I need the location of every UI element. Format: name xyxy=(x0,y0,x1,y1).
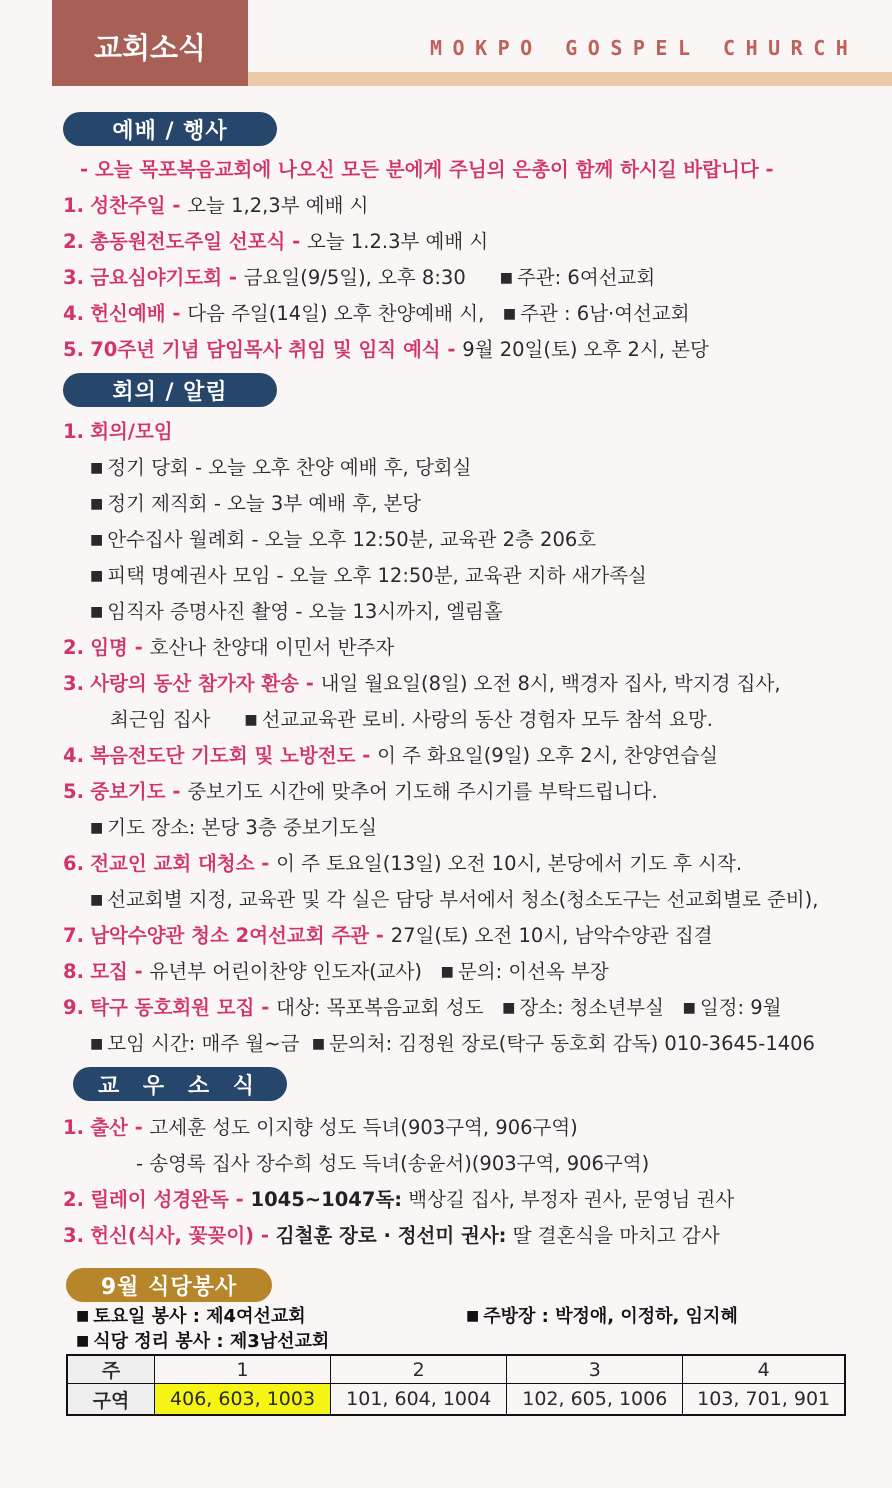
meeting-item-6-note: ■ 선교회별 지정, 교육관 및 각 실은 담당 부서에서 청소(청소도구는 선교회별로 준비), xyxy=(90,888,819,911)
meeting-item-8: 8. 모집 - 유년부 어린이찬양 인도자(교사) ■ 문의: 이선옥 부장 xyxy=(63,960,609,983)
meeting-item-5-note: ■ 기도 장소: 본당 3층 중보기도실 xyxy=(90,816,378,839)
bullet-icon: ■ xyxy=(76,1333,90,1349)
meeting-item-1: 1. 회의/모임 xyxy=(63,420,173,443)
greeting-line: - 오늘 목포복음교회에 나오신 모든 분에게 주님의 은총이 함께 하시길 바랍니다 - xyxy=(80,158,774,181)
week-cell: 2 xyxy=(331,1355,507,1384)
area-cell: 101, 604, 1004 xyxy=(331,1384,507,1416)
bullet-icon: ■ xyxy=(466,1308,480,1324)
bullet-icon: ■ xyxy=(90,496,104,512)
church-name: MOKPO GOSPEL CHURCH xyxy=(430,36,859,60)
meeting-item-2: 2. 임명 - 호산나 찬양대 이민서 반주자 xyxy=(63,636,395,659)
week-cell: 3 xyxy=(507,1355,683,1384)
table-header-week: 주 xyxy=(67,1355,155,1384)
meeting-subitem: ■ 정기 당회 - 오늘 오후 찬양 예배 후, 당회실 xyxy=(90,456,472,479)
meeting-item-5: 5. 중보기도 - 중보기도 시간에 맞추어 기도해 주시기를 부탁드립니다. xyxy=(63,780,658,803)
meeting-subitem: ■ 안수집사 월례회 - 오늘 오후 12:50분, 교육관 2층 206호 xyxy=(90,528,597,551)
table-header-area: 구역 xyxy=(67,1384,155,1416)
bullet-icon: ■ xyxy=(90,532,104,548)
bullet-icon: ■ xyxy=(90,460,104,476)
dining-schedule-table xyxy=(66,1354,846,1416)
week-cell: 4 xyxy=(683,1355,845,1384)
meeting-item-4: 4. 복음전도단 기도회 및 노방전도 - 이 주 화요일(9일) 오후 2시, 찬양연습실 xyxy=(63,744,719,767)
bullet-icon: ■ xyxy=(244,712,258,728)
members-item-1-cont: - 송영록 집사 장수희 성도 득녀(송윤서)(903구역, 906구역) xyxy=(136,1152,650,1175)
section-heading-dining: 9월 식당봉사 xyxy=(66,1268,272,1302)
worship-item-2: 2. 총동원전도주일 선포식 - 오늘 1.2.3부 예배 시 xyxy=(63,230,489,253)
bullet-icon: ■ xyxy=(90,568,104,584)
meeting-subitem: ■ 피택 명예권사 모임 - 오늘 오후 12:50분, 교육관 지하 새가족실 xyxy=(90,564,647,587)
area-cell: 103, 701, 901 xyxy=(683,1384,845,1416)
bullet-icon: ■ xyxy=(90,820,104,836)
meeting-item-3: 3. 사랑의 동산 참가자 환송 - 내일 월요일(8일) 오전 8시, 백경자 집사, 박지경 집사, xyxy=(63,672,781,695)
meeting-subitem: ■ 임직자 증명사진 촬영 - 오늘 13시까지, 엘림홀 xyxy=(90,600,503,623)
members-item-3: 3. 헌신(식사, 꽃꽂이) - 김철훈 장로 · 정선미 권사: 딸 결혼식을 마치고 감사 xyxy=(63,1224,720,1247)
worship-item-3: 3. 금요심야기도회 - 금요일(9/5일), 오후 8:30 ■ 주관: 6여선교회 xyxy=(63,266,656,289)
section-heading-members: 교 우 소 식 xyxy=(73,1067,287,1101)
page-title: 교회소식 xyxy=(52,0,248,86)
meeting-item-9: 9. 탁구 동호회원 모집 - 대상: 목포복음교회 성도 ■ 장소: 청소년부실 ■ 일정: 9월 xyxy=(63,996,782,1019)
bullet-icon: ■ xyxy=(90,1036,104,1052)
dining-saturday: ■ 토요일 봉사 : 제4여선교회 xyxy=(76,1306,306,1327)
bullet-icon: ■ xyxy=(76,1308,90,1324)
members-item-1: 1. 출산 - 고세훈 성도 이지향 성도 득녀(903구역, 906구역) xyxy=(63,1116,578,1139)
dining-cleanup: ■ 식당 정리 봉사 : 제3남선교회 xyxy=(76,1331,330,1352)
bullet-icon: ■ xyxy=(90,604,104,620)
week-cell: 1 xyxy=(155,1355,331,1384)
meeting-subitem: ■ 정기 제직회 - 오늘 3부 예배 후, 본당 xyxy=(90,492,422,515)
meeting-item-3-cont: 최근임 집사 ■ 선교교육관 로비. 사랑의 동산 경험자 모두 참석 요망. xyxy=(110,708,713,731)
meeting-item-7: 7. 남악수양관 청소 2여선교회 주관 - 27일(토) 오전 10시, 남악수양관 집결 xyxy=(63,924,713,947)
area-cell-highlighted: 406, 603, 1003 xyxy=(155,1384,331,1416)
bullet-icon: ■ xyxy=(311,1036,326,1052)
bullet-icon: ■ xyxy=(682,1000,696,1016)
meeting-item-6: 6. 전교인 교회 대청소 - 이 주 토요일(13일) 오전 10시, 본당에서 기도 후 시작. xyxy=(63,852,743,875)
bullet-icon: ■ xyxy=(90,892,104,908)
bullet-icon: ■ xyxy=(502,1000,516,1016)
table-row xyxy=(67,1384,845,1416)
table-row xyxy=(67,1355,845,1384)
section-heading-meeting: 회의 / 알림 xyxy=(63,373,277,407)
area-cell: 102, 605, 1006 xyxy=(507,1384,683,1416)
worship-item-1: 1. 성찬주일 - 오늘 1,2,3부 예배 시 xyxy=(63,194,369,217)
bullet-icon: ■ xyxy=(440,964,454,980)
worship-item-5: 5. 70주년 기념 담임목사 취임 및 임직 예식 - 9월 20일(토) 오후 2시, 본당 xyxy=(63,338,709,361)
section-heading-worship: 예배 / 행사 xyxy=(63,112,277,146)
dining-kitchen: ■ 주방장 : 박정애, 이정하, 임지혜 xyxy=(466,1306,738,1327)
bullet-icon: ■ xyxy=(499,270,513,286)
members-item-2: 2. 릴레이 성경완독 - 1045~1047독: 백상길 집사, 부정자 권사, 문영님 권사 xyxy=(63,1188,735,1211)
meeting-item-9-note: ■ 모임 시간: 매주 월~금 ■ 문의처: 김정원 장로(탁구 동호회 감독) 010-3645-1406 xyxy=(90,1032,815,1055)
bullet-icon: ■ xyxy=(502,306,517,322)
worship-item-4: 4. 헌신예배 - 다음 주일(14일) 오후 찬양예배 시, ■ 주관 : 6남·여선교회 xyxy=(63,302,690,325)
